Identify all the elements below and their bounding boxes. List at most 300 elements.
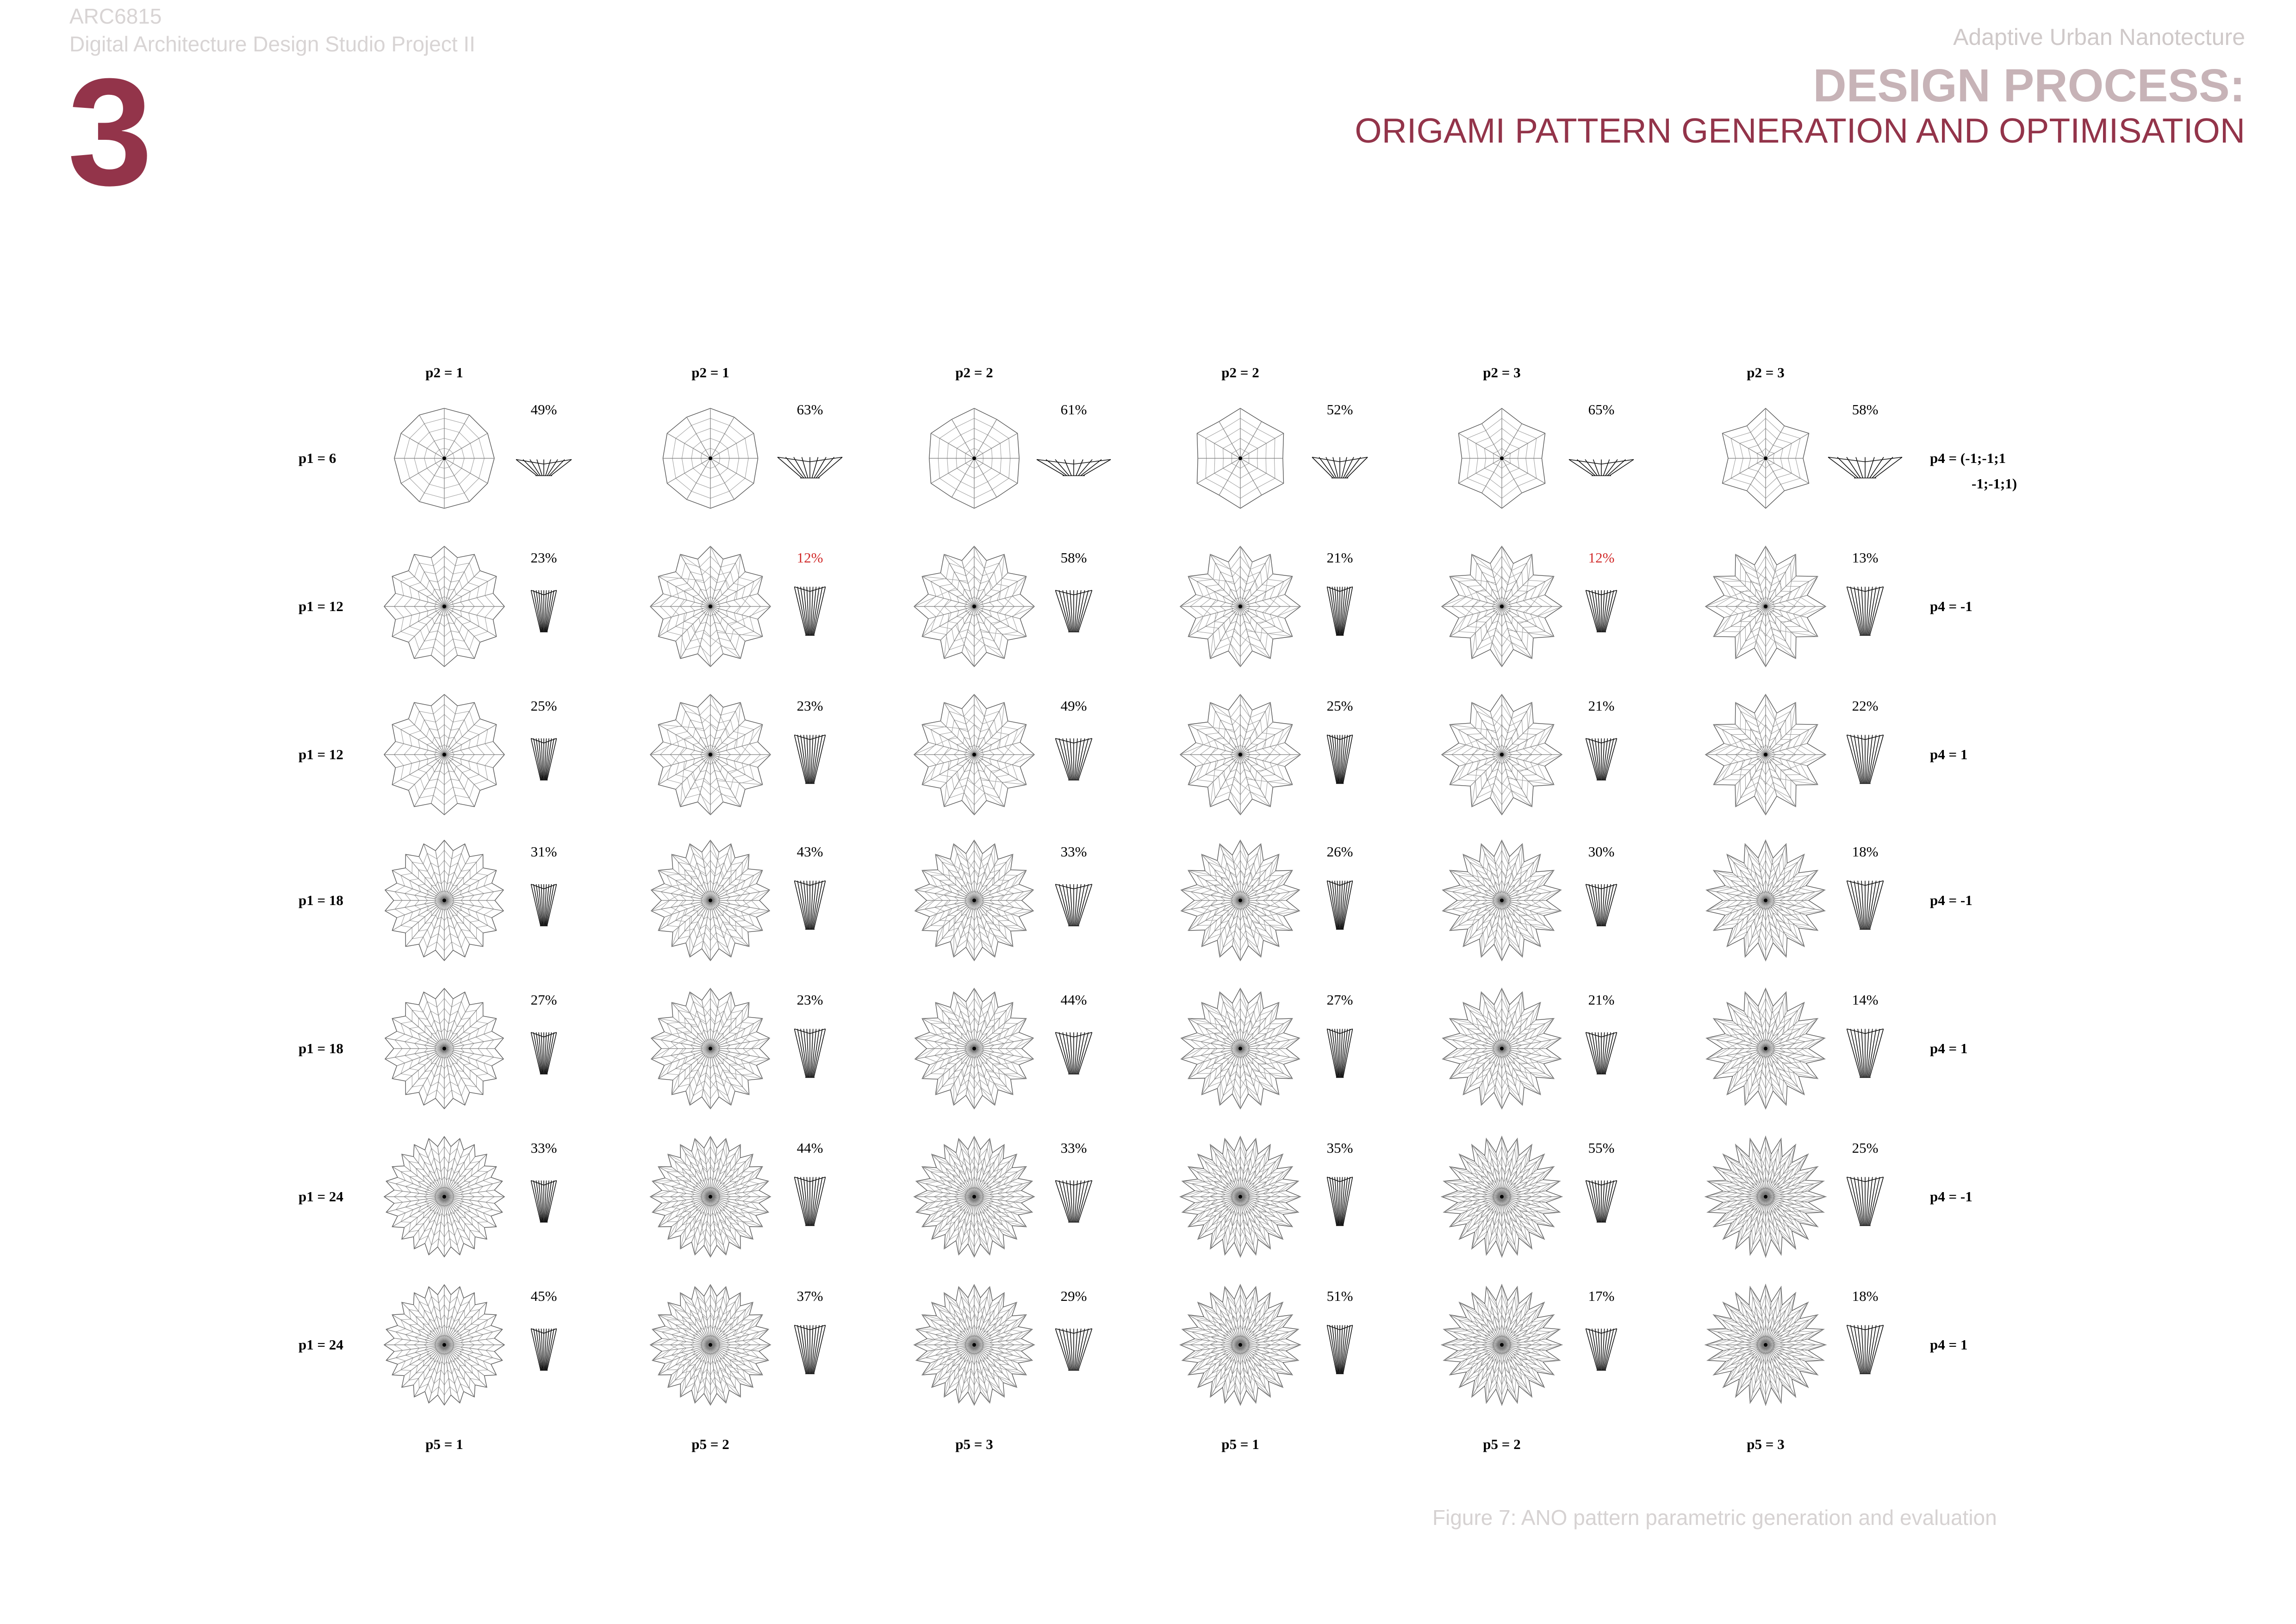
- pattern-centre: [709, 456, 712, 460]
- grid-cell: [929, 401, 1111, 508]
- fold-line: [797, 735, 807, 784]
- pattern-diagonal: [737, 1167, 763, 1193]
- crease-pattern: [1442, 694, 1562, 815]
- efficiency-percent: 23%: [530, 550, 557, 566]
- pattern-diagonal: [1788, 725, 1817, 761]
- row-right-label: p4 = 1: [1930, 1040, 1968, 1056]
- pattern-diagonal: [1789, 1315, 1818, 1342]
- pattern-diagonal: [1502, 694, 1519, 737]
- fold-line: [1867, 457, 1874, 478]
- pattern-crease: [429, 1345, 444, 1403]
- grid-cell: [384, 546, 557, 667]
- pattern-crease: [658, 606, 710, 637]
- efficiency-percent: 63%: [796, 401, 823, 418]
- grid-cell: [385, 840, 557, 961]
- pattern-diagonal: [650, 736, 691, 755]
- fold-line: [1330, 1029, 1338, 1078]
- grid-cell: [663, 401, 842, 508]
- crease-pattern: [1723, 408, 1809, 508]
- pattern-diagonal: [915, 1032, 954, 1038]
- pattern-diagonal: [1707, 1342, 1742, 1360]
- pattern-centre: [972, 753, 976, 756]
- fold-line: [1850, 1029, 1861, 1078]
- crease-pattern: [650, 546, 771, 667]
- pattern-diagonal: [974, 694, 993, 736]
- grid-cell: [1180, 1137, 1353, 1257]
- crease-pattern: [1443, 988, 1561, 1109]
- pattern-crease: [710, 725, 763, 755]
- pattern-diagonal: [1789, 1181, 1824, 1199]
- fold-line: [1059, 884, 1070, 926]
- grid-cell: [651, 988, 826, 1109]
- pattern-crease: [710, 1345, 753, 1387]
- fold-line: [1605, 1181, 1614, 1222]
- pattern-diagonal: [1450, 1018, 1489, 1027]
- pattern-diagonal: [1264, 1345, 1301, 1355]
- pattern-diagonal: [1761, 924, 1786, 957]
- grid-cell: [1181, 840, 1353, 961]
- row-label: p1 = 6: [299, 450, 336, 466]
- pattern-diagonal: [1495, 778, 1532, 807]
- pattern-crease: [1240, 1329, 1299, 1345]
- pattern-crease: [680, 1144, 710, 1197]
- folded-form: [1847, 1325, 1884, 1374]
- pattern-crease: [1766, 1302, 1808, 1345]
- efficiency-percent: 22%: [1852, 698, 1879, 714]
- folded-form: [1847, 1029, 1884, 1078]
- pattern-crease: [710, 572, 745, 606]
- crease-pattern: [914, 1285, 1034, 1405]
- pattern-crease: [710, 1181, 769, 1197]
- crease-pattern: [1705, 1137, 1826, 1257]
- pattern-crease: [1210, 1345, 1240, 1397]
- row-right-label: p4 = -1: [1930, 598, 1972, 614]
- pattern-diagonal: [1260, 911, 1300, 917]
- pattern-diagonal: [651, 1031, 690, 1038]
- column-footer: p5 = 3: [955, 1436, 993, 1452]
- pattern-crease: [710, 417, 734, 458]
- pattern-diagonal: [1188, 600, 1216, 637]
- pattern-crease: [974, 1345, 1017, 1387]
- pattern-diagonal: [956, 773, 974, 815]
- pattern-diagonal: [1521, 844, 1523, 885]
- pattern-centre: [709, 899, 712, 902]
- crease-pattern: [1443, 840, 1561, 961]
- pattern-diagonal: [1756, 1218, 1766, 1257]
- fold-line: [547, 884, 554, 926]
- pattern-crease: [1225, 1138, 1240, 1197]
- pattern-diagonal: [961, 1071, 974, 1109]
- pattern-diagonal: [710, 840, 724, 877]
- pattern-crease: [710, 1345, 726, 1403]
- pattern-crease: [680, 702, 710, 755]
- pattern-crease: [932, 1197, 974, 1239]
- pattern-crease: [676, 720, 710, 755]
- pattern-centre: [1500, 456, 1504, 460]
- pattern-crease: [1219, 422, 1240, 459]
- pattern-crease: [962, 709, 974, 755]
- pattern-crease: [667, 433, 711, 458]
- fold-line: [547, 1181, 554, 1222]
- fold-line: [1869, 587, 1880, 636]
- pattern-centre: [1764, 899, 1767, 902]
- pattern-diagonal: [1444, 1329, 1482, 1330]
- pattern-crease: [928, 755, 974, 767]
- crease-pattern: [1706, 988, 1825, 1109]
- grid-cell: [1705, 1137, 1884, 1257]
- pattern-centre: [972, 1343, 976, 1347]
- pattern-diagonal: [1188, 870, 1227, 879]
- fold-line: [1059, 590, 1070, 632]
- pattern-crease: [1766, 1181, 1824, 1197]
- pattern-crease: [710, 458, 754, 483]
- course-code: ARC6815: [69, 4, 162, 28]
- efficiency-percent: 25%: [1326, 698, 1353, 714]
- crease-pattern: [385, 840, 504, 961]
- pattern-crease: [396, 742, 445, 755]
- pattern-crease: [1188, 1315, 1240, 1345]
- pattern-crease: [658, 1345, 710, 1375]
- pattern-crease: [680, 1293, 710, 1345]
- pattern-diagonal: [1258, 606, 1300, 625]
- pattern-crease: [974, 1302, 1017, 1345]
- pattern-diagonal: [1240, 694, 1258, 737]
- pattern-crease: [710, 1345, 740, 1397]
- pattern-crease: [1723, 1345, 1766, 1387]
- fold-line: [797, 1177, 807, 1226]
- pattern-crease: [444, 1345, 487, 1387]
- pattern-crease: [1240, 458, 1262, 495]
- pattern-diagonal: [1766, 546, 1782, 590]
- efficiency-percent: 21%: [1326, 550, 1353, 566]
- pattern-crease: [444, 1345, 503, 1361]
- pattern-crease: [1502, 755, 1554, 785]
- pattern-diagonal: [956, 625, 974, 667]
- grid-cell: [1705, 694, 1884, 815]
- pattern-crease: [1766, 1329, 1824, 1345]
- pattern-centre: [972, 1047, 976, 1050]
- pattern-crease: [444, 1197, 503, 1212]
- pattern-diagonal: [706, 1075, 731, 1105]
- crease-pattern: [663, 408, 758, 508]
- pattern-diagonal: [1766, 1137, 1775, 1175]
- pattern-diagonal: [691, 774, 710, 815]
- pattern-diagonal: [914, 588, 956, 606]
- pattern-crease: [710, 755, 745, 789]
- pattern-crease: [1472, 755, 1502, 807]
- efficiency-percent: 25%: [1852, 1140, 1879, 1156]
- pattern-diagonal: [729, 755, 771, 774]
- pattern-crease: [710, 594, 758, 606]
- grid-cell: [1442, 546, 1617, 667]
- pattern-diagonal: [1450, 870, 1489, 879]
- section-title: DESIGN PROCESS:: [1813, 60, 2245, 112]
- pattern-diagonal: [737, 1181, 769, 1200]
- pattern-diagonal: [1514, 1070, 1554, 1079]
- pattern-crease: [652, 1345, 710, 1361]
- pattern-centre: [1500, 1343, 1504, 1347]
- grid-cell: [1442, 694, 1617, 815]
- fold-line: [797, 1325, 807, 1374]
- pattern-diagonal: [1769, 1368, 1796, 1397]
- efficiency-percent: 26%: [1326, 843, 1353, 860]
- folded-form: [531, 738, 557, 780]
- crease-pattern: [1442, 1285, 1562, 1405]
- pattern-crease: [1240, 1144, 1270, 1197]
- pattern-crease: [402, 1197, 444, 1239]
- pattern-diagonal: [970, 1074, 995, 1106]
- column-footer: p5 = 2: [691, 1436, 729, 1452]
- grid-cell: [1443, 988, 1617, 1109]
- pattern-crease: [1502, 424, 1522, 458]
- pattern-diagonal: [1485, 772, 1502, 815]
- grid-cell: [915, 840, 1092, 961]
- grid-cell: [1706, 988, 1884, 1109]
- pattern-diagonal: [706, 927, 731, 957]
- pattern-crease: [928, 606, 974, 619]
- pattern-diagonal: [1222, 625, 1240, 667]
- pattern-centre: [1238, 899, 1242, 902]
- pattern-diagonal: [1526, 1181, 1560, 1200]
- crease-pattern: [384, 546, 504, 667]
- pattern-crease: [652, 1197, 710, 1212]
- pattern-crease: [974, 458, 1018, 483]
- pattern-crease: [974, 1154, 1017, 1197]
- fold-line: [1330, 1325, 1338, 1374]
- row-label: p1 = 24: [299, 1188, 343, 1205]
- pattern-diagonal: [695, 1287, 714, 1318]
- pattern-diagonal: [1231, 1368, 1240, 1405]
- grid-cell: [650, 694, 826, 815]
- fold-line: [813, 735, 822, 784]
- pattern-diagonal: [1506, 1073, 1540, 1095]
- fold-line: [1869, 1325, 1880, 1374]
- fold-line: [1589, 1032, 1598, 1074]
- pattern-diagonal: [658, 1200, 684, 1227]
- folded-form: [1586, 1329, 1617, 1370]
- folded-form: [531, 884, 557, 926]
- crease-pattern: [1197, 408, 1284, 508]
- pattern-diagonal: [932, 1154, 964, 1173]
- pattern-crease: [695, 1287, 710, 1345]
- pattern-diagonal: [961, 923, 974, 961]
- pattern-diagonal: [1766, 1285, 1775, 1323]
- pattern-crease: [974, 594, 1020, 606]
- pattern-crease: [962, 755, 974, 800]
- pattern-diagonal: [1486, 1287, 1505, 1320]
- pattern-diagonal: [1444, 1193, 1477, 1212]
- pattern-crease: [1240, 1181, 1299, 1197]
- pattern-crease: [974, 742, 1020, 755]
- page-number: 3: [68, 46, 153, 217]
- pattern-crease: [710, 559, 723, 606]
- pattern-diagonal: [707, 1372, 726, 1403]
- pattern-crease: [974, 1197, 1004, 1249]
- pattern-diagonal: [993, 755, 1034, 773]
- fold-line: [1343, 881, 1350, 930]
- fold-line: [1850, 587, 1861, 636]
- efficiency-percent: 33%: [1060, 1140, 1087, 1156]
- pattern-crease: [1240, 422, 1262, 459]
- efficiency-percent: 43%: [796, 843, 823, 860]
- efficiency-percent: 33%: [530, 1140, 557, 1156]
- pattern-diagonal: [1443, 892, 1479, 911]
- pattern-diagonal: [974, 988, 987, 1026]
- column-footer: p5 = 2: [1483, 1436, 1521, 1452]
- column-header: p2 = 2: [955, 364, 993, 381]
- efficiency-percent: 14%: [1852, 992, 1879, 1008]
- fold-line: [1869, 1029, 1880, 1078]
- pattern-crease: [974, 606, 1020, 619]
- pattern-diagonal: [1787, 1345, 1826, 1354]
- efficiency-percent: 18%: [1852, 1288, 1879, 1304]
- pattern-crease: [687, 458, 710, 500]
- pattern-crease: [1766, 1197, 1781, 1255]
- folded-form: [1327, 587, 1353, 636]
- pattern-diagonal: [697, 924, 710, 961]
- pattern-crease: [396, 755, 445, 768]
- pattern-diagonal: [731, 911, 770, 918]
- column-footer: p5 = 3: [1747, 1436, 1785, 1452]
- pattern-crease: [444, 1197, 460, 1255]
- pattern-diagonal: [731, 1059, 770, 1066]
- pattern-diagonal: [1265, 725, 1293, 761]
- pattern-diagonal: [993, 606, 1034, 625]
- pattern-diagonal: [1472, 702, 1508, 731]
- pattern-diagonal: [1706, 1041, 1743, 1059]
- row-label: p1 = 18: [299, 892, 343, 908]
- fold-line: [551, 460, 572, 476]
- folded-form: [1586, 884, 1617, 926]
- pattern-diagonal: [658, 1349, 684, 1375]
- grid-cell: [1180, 1285, 1353, 1405]
- pattern-diagonal: [994, 911, 1033, 918]
- pattern-centre: [1764, 1195, 1767, 1199]
- pattern-crease: [444, 1287, 460, 1345]
- row-right-label: p4 = 1: [1930, 1337, 1968, 1353]
- pattern-diagonal: [1442, 737, 1485, 755]
- pattern-crease: [680, 606, 710, 659]
- pattern-diagonal: [737, 1329, 769, 1348]
- pattern-diagonal: [914, 736, 956, 755]
- crease-pattern: [1459, 408, 1545, 508]
- pattern-diagonal: [1486, 1216, 1487, 1255]
- pattern-crease: [710, 755, 723, 802]
- pattern-crease: [444, 558, 457, 607]
- pattern-crease: [932, 1154, 974, 1197]
- pattern-diagonal: [1789, 1329, 1824, 1348]
- efficiency-percent: 17%: [1588, 1288, 1615, 1304]
- fold-line: [1059, 1329, 1070, 1370]
- pattern-centre: [972, 456, 976, 460]
- pattern-crease: [658, 725, 710, 755]
- efficiency-percent: 12%: [796, 550, 823, 566]
- pattern-diagonal: [672, 1058, 685, 1095]
- pattern-crease: [444, 1181, 503, 1197]
- grid-row: [299, 1137, 1972, 1257]
- folded-form: [795, 1177, 826, 1226]
- fold-line: [537, 460, 542, 476]
- grid-cell: [915, 988, 1092, 1109]
- fold-line: [534, 590, 541, 632]
- crease-pattern: [1180, 546, 1300, 667]
- pattern-crease: [1240, 1138, 1256, 1197]
- pattern-crease: [1450, 755, 1502, 785]
- pattern-crease: [1225, 1287, 1240, 1345]
- folded-form: [1847, 1177, 1884, 1226]
- pattern-diagonal: [1713, 749, 1742, 785]
- pattern-crease: [1490, 606, 1502, 650]
- pattern-crease: [710, 707, 723, 755]
- pattern-diagonal: [1234, 779, 1270, 807]
- pattern-diagonal: [1485, 624, 1502, 667]
- fold-line: [1077, 884, 1089, 926]
- folded-form: [1586, 1032, 1617, 1074]
- pattern-diagonal: [970, 926, 995, 957]
- pattern-crease: [386, 1345, 444, 1361]
- fold-line: [813, 587, 822, 636]
- pattern-diagonal: [1713, 1348, 1742, 1375]
- fold-line: [1605, 1032, 1614, 1074]
- pattern-diagonal: [1705, 1336, 1744, 1345]
- pattern-crease: [409, 719, 444, 755]
- grid-cell: [914, 694, 1092, 815]
- folded-form: [1056, 1032, 1092, 1074]
- pattern-diagonal: [737, 1315, 763, 1341]
- folded-form: [795, 1325, 826, 1374]
- folded-form: [1847, 735, 1884, 784]
- efficiency-percent: 45%: [530, 1288, 557, 1304]
- column-footer: p5 = 1: [425, 1436, 463, 1452]
- pattern-diagonal: [1506, 924, 1540, 947]
- pattern-crease: [668, 1154, 710, 1197]
- pattern-diagonal: [1502, 546, 1519, 589]
- pattern-crease: [1219, 458, 1240, 495]
- grid-row: [299, 694, 1967, 815]
- pattern-crease: [710, 720, 745, 755]
- grid-cell: [1459, 401, 1634, 508]
- pattern-diagonal: [1486, 1138, 1505, 1172]
- pattern-diagonal: [1181, 1032, 1221, 1038]
- pattern-centre: [442, 1343, 446, 1347]
- pattern-crease: [663, 742, 710, 755]
- pattern-crease: [1502, 755, 1532, 807]
- efficiency-percent: 30%: [1588, 843, 1615, 860]
- pattern-diagonal: [954, 992, 979, 1023]
- pattern-diagonal: [1705, 738, 1749, 755]
- pattern-diagonal: [695, 1138, 714, 1170]
- pattern-crease: [974, 561, 987, 606]
- pattern-crease: [698, 559, 710, 606]
- folded-form: [1327, 735, 1353, 784]
- fold-line: [1589, 738, 1598, 780]
- pattern-crease: [1240, 1287, 1256, 1345]
- pattern-diagonal: [1450, 600, 1478, 637]
- pattern-diagonal: [1760, 777, 1796, 806]
- fold-line: [1605, 738, 1614, 780]
- pattern-diagonal: [650, 587, 691, 606]
- grid-row: [299, 546, 1972, 667]
- fold-line: [1064, 460, 1071, 476]
- crease-pattern: [385, 988, 504, 1109]
- crease-pattern: [914, 694, 1034, 815]
- pattern-crease: [663, 606, 710, 619]
- figure-caption: Figure 7: ANO pattern parametric generation and evaluation: [1432, 1505, 1997, 1530]
- efficiency-percent: 65%: [1588, 401, 1615, 418]
- pattern-crease: [663, 755, 710, 767]
- pattern-diagonal: [1220, 1065, 1221, 1105]
- pattern-diagonal: [1210, 702, 1247, 730]
